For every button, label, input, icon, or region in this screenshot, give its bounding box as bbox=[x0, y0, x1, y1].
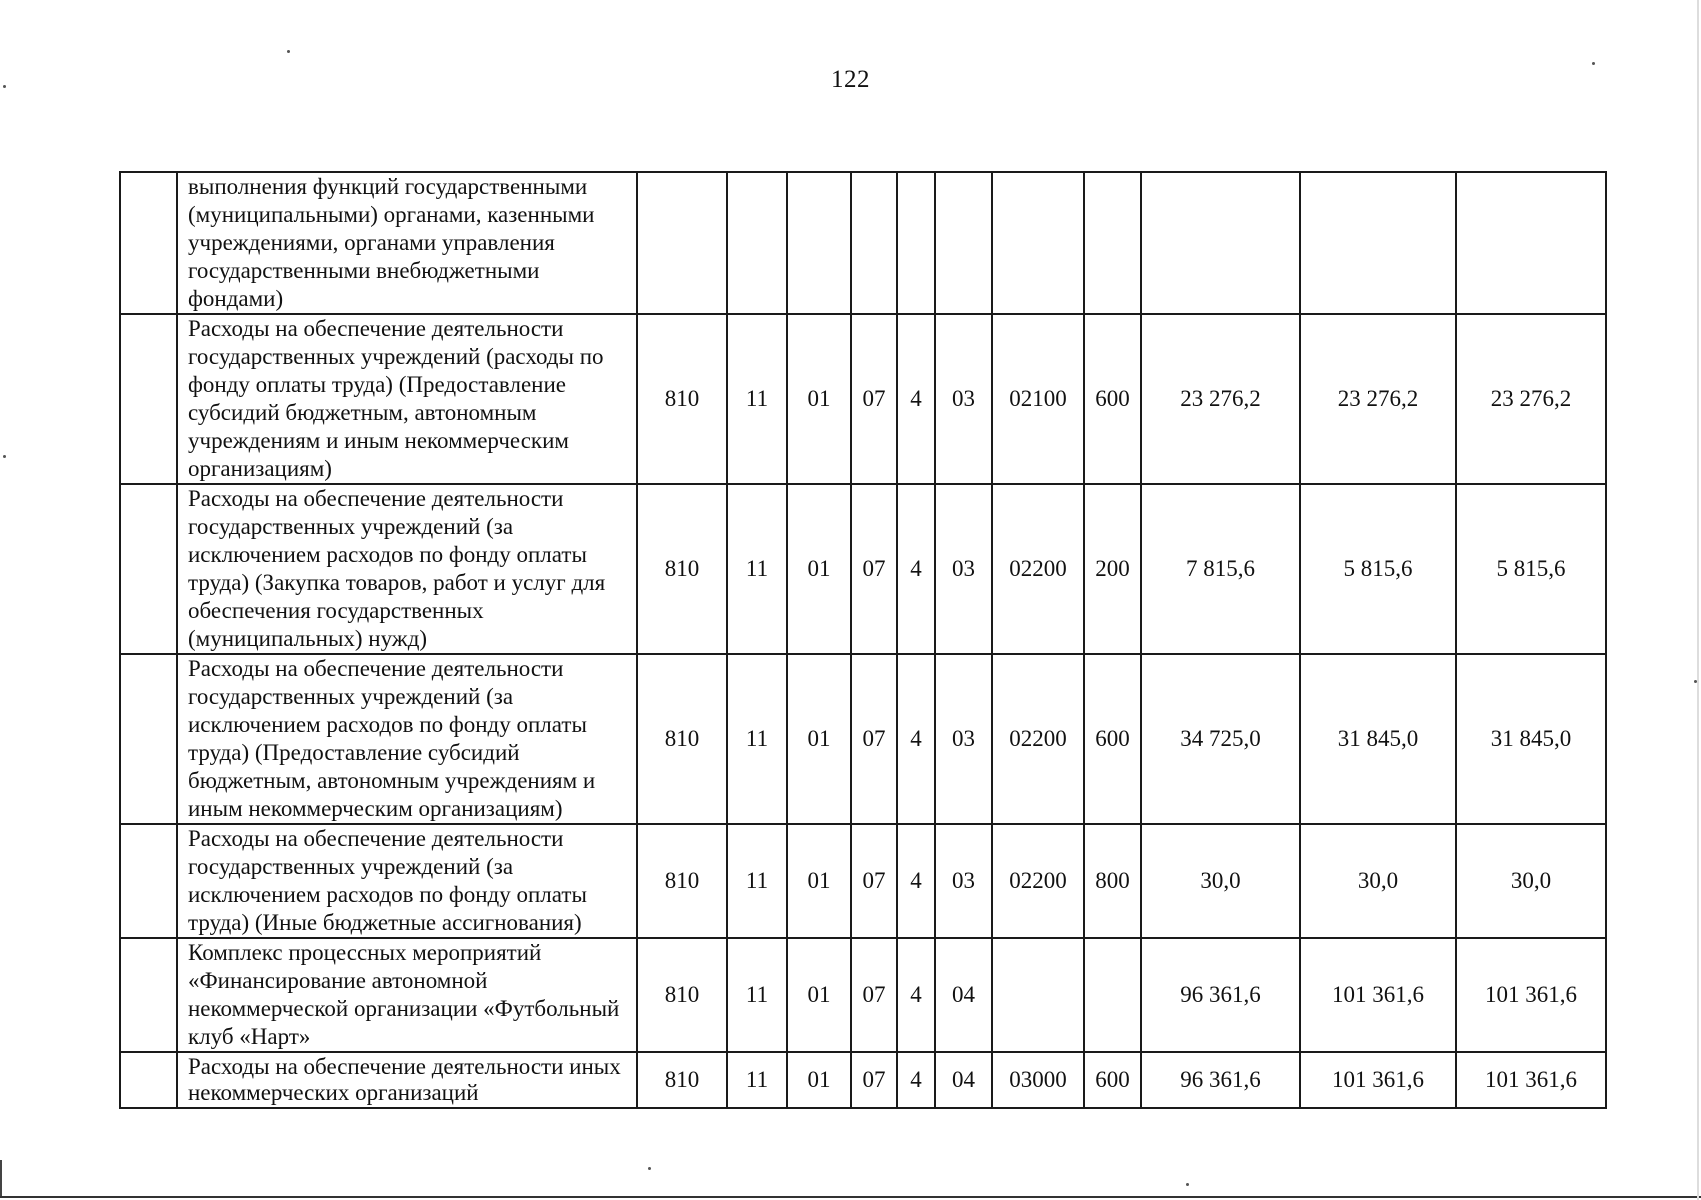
direction-code-cell: 02200 bbox=[992, 484, 1084, 654]
year2-amount-cell: 30,0 bbox=[1300, 824, 1456, 938]
year1-amount-cell: 23 276,2 bbox=[1141, 314, 1300, 484]
event-code-cell bbox=[935, 172, 992, 314]
description-cell: Расходы на обеспечение деятельности государственных учреждений (за исключением расходов по фонду оплаты труда) (Иные бюджетные ассигнования) bbox=[177, 824, 637, 938]
table-row bbox=[120, 1052, 1606, 1108]
expense-type-cell: 600 bbox=[1084, 654, 1141, 824]
row-number-cell bbox=[120, 1052, 177, 1108]
subprogram-code-cell: 4 bbox=[897, 654, 935, 824]
row-number-cell bbox=[120, 654, 177, 824]
description-cell: Расходы на обеспечение деятельности государственных учреждений (расходы по фонду оплаты труда) (Предоставление субсидий бюджетным, автономным учреждениям и иным некоммерческим организациям) bbox=[177, 314, 637, 484]
scan-speck bbox=[1592, 62, 1595, 65]
program-code-cell bbox=[851, 172, 897, 314]
ministry-code-cell: 810 bbox=[637, 654, 727, 824]
row-number-cell bbox=[120, 314, 177, 484]
subprogram-code-cell: 4 bbox=[897, 484, 935, 654]
section-code-cell: 11 bbox=[727, 1052, 787, 1108]
description-cell: выполнения функций государственными (муниципальными) органами, казенными учреждениями, органами управления государственными внебюджетными фондами) bbox=[177, 172, 637, 314]
year3-amount-cell: 101 361,6 bbox=[1456, 1052, 1606, 1108]
subprogram-code-cell: 4 bbox=[897, 1052, 935, 1108]
year1-amount-cell: 7 815,6 bbox=[1141, 484, 1300, 654]
section-code-cell: 11 bbox=[727, 824, 787, 938]
year1-amount-cell: 96 361,6 bbox=[1141, 938, 1300, 1052]
scan-speck bbox=[3, 455, 6, 458]
ministry-code-cell: 810 bbox=[637, 314, 727, 484]
subsection-code-cell: 01 bbox=[787, 938, 851, 1052]
year1-amount-cell: 30,0 bbox=[1141, 824, 1300, 938]
year3-amount-cell: 101 361,6 bbox=[1456, 938, 1606, 1052]
program-code-cell: 07 bbox=[851, 484, 897, 654]
expense-type-cell: 600 bbox=[1084, 1052, 1141, 1108]
expense-type-cell bbox=[1084, 938, 1141, 1052]
year1-amount-cell: 34 725,0 bbox=[1141, 654, 1300, 824]
program-code-cell: 07 bbox=[851, 654, 897, 824]
event-code-cell: 03 bbox=[935, 314, 992, 484]
program-code-cell: 07 bbox=[851, 1052, 897, 1108]
row-number-cell bbox=[120, 484, 177, 654]
section-code-cell bbox=[727, 172, 787, 314]
scan-edge-line-right bbox=[1697, 0, 1699, 1200]
scan-speck bbox=[1186, 1183, 1189, 1186]
section-code-cell: 11 bbox=[727, 484, 787, 654]
year2-amount-cell: 101 361,6 bbox=[1300, 1052, 1456, 1108]
section-code-cell: 11 bbox=[727, 314, 787, 484]
subsection-code-cell: 01 bbox=[787, 654, 851, 824]
subsection-code-cell: 01 bbox=[787, 1052, 851, 1108]
event-code-cell: 03 bbox=[935, 654, 992, 824]
year2-amount-cell bbox=[1300, 172, 1456, 314]
expense-type-cell bbox=[1084, 172, 1141, 314]
subprogram-code-cell: 4 bbox=[897, 824, 935, 938]
scan-speck bbox=[3, 85, 6, 88]
direction-code-cell: 02100 bbox=[992, 314, 1084, 484]
event-code-cell: 03 bbox=[935, 824, 992, 938]
year1-amount-cell bbox=[1141, 172, 1300, 314]
description-cell: Расходы на обеспечение деятельности государственных учреждений (за исключением расходов по фонду оплаты труда) (Закупка товаров, работ и услуг для обеспечения государственных (муниципальных) нужд) bbox=[177, 484, 637, 654]
table-row bbox=[120, 824, 1606, 938]
table-row bbox=[120, 172, 1606, 314]
section-code-cell: 11 bbox=[727, 938, 787, 1052]
subsection-code-cell: 01 bbox=[787, 484, 851, 654]
event-code-cell: 04 bbox=[935, 1052, 992, 1108]
ministry-code-cell: 810 bbox=[637, 1052, 727, 1108]
scan-edge-line bbox=[0, 1196, 1701, 1198]
program-code-cell: 07 bbox=[851, 824, 897, 938]
scan-margin-line bbox=[0, 1160, 2, 1196]
scan-speck bbox=[287, 50, 290, 53]
subprogram-code-cell bbox=[897, 172, 935, 314]
subsection-code-cell: 01 bbox=[787, 314, 851, 484]
event-code-cell: 04 bbox=[935, 938, 992, 1052]
ministry-code-cell: 810 bbox=[637, 824, 727, 938]
year3-amount-cell: 31 845,0 bbox=[1456, 654, 1606, 824]
year2-amount-cell: 23 276,2 bbox=[1300, 314, 1456, 484]
direction-code-cell: 02200 bbox=[992, 654, 1084, 824]
table-row bbox=[120, 314, 1606, 484]
subprogram-code-cell: 4 bbox=[897, 938, 935, 1052]
direction-code-cell: 02200 bbox=[992, 824, 1084, 938]
year3-amount-cell: 5 815,6 bbox=[1456, 484, 1606, 654]
description-cell: Расходы на обеспечение деятельности государственных учреждений (за исключением расходов по фонду оплаты труда) (Предоставление субсидий бюджетным, автономным учреждениям и иным некоммерческим организациям) bbox=[177, 654, 637, 824]
expense-type-cell: 200 bbox=[1084, 484, 1141, 654]
scan-speck bbox=[648, 1167, 651, 1170]
year3-amount-cell bbox=[1456, 172, 1606, 314]
row-number-cell bbox=[120, 824, 177, 938]
table-row bbox=[120, 484, 1606, 654]
program-code-cell: 07 bbox=[851, 938, 897, 1052]
subsection-code-cell: 01 bbox=[787, 824, 851, 938]
direction-code-cell: 03000 bbox=[992, 1052, 1084, 1108]
direction-code-cell bbox=[992, 938, 1084, 1052]
ministry-code-cell: 810 bbox=[637, 938, 727, 1052]
program-code-cell: 07 bbox=[851, 314, 897, 484]
subsection-code-cell bbox=[787, 172, 851, 314]
direction-code-cell bbox=[992, 172, 1084, 314]
budget-table bbox=[119, 171, 1607, 1109]
year1-amount-cell: 96 361,6 bbox=[1141, 1052, 1300, 1108]
row-number-cell bbox=[120, 172, 177, 314]
year2-amount-cell: 31 845,0 bbox=[1300, 654, 1456, 824]
year2-amount-cell: 101 361,6 bbox=[1300, 938, 1456, 1052]
scan-speck bbox=[1694, 680, 1697, 683]
table-row bbox=[120, 938, 1606, 1052]
expense-type-cell: 600 bbox=[1084, 314, 1141, 484]
ministry-code-cell bbox=[637, 172, 727, 314]
subprogram-code-cell: 4 bbox=[897, 314, 935, 484]
event-code-cell: 03 bbox=[935, 484, 992, 654]
section-code-cell: 11 bbox=[727, 654, 787, 824]
table-row bbox=[120, 654, 1606, 824]
row-number-cell bbox=[120, 938, 177, 1052]
page-number: 122 bbox=[831, 66, 870, 93]
expense-type-cell: 800 bbox=[1084, 824, 1141, 938]
year3-amount-cell: 23 276,2 bbox=[1456, 314, 1606, 484]
year2-amount-cell: 5 815,6 bbox=[1300, 484, 1456, 654]
year3-amount-cell: 30,0 bbox=[1456, 824, 1606, 938]
ministry-code-cell: 810 bbox=[637, 484, 727, 654]
description-cell: Расходы на обеспечение деятельности иных некоммерческих организаций bbox=[177, 1052, 637, 1108]
description-cell: Комплекс процессных мероприятий «Финансирование автономной некоммерческой организации «Футбольный клуб «Нарт» bbox=[177, 938, 637, 1052]
